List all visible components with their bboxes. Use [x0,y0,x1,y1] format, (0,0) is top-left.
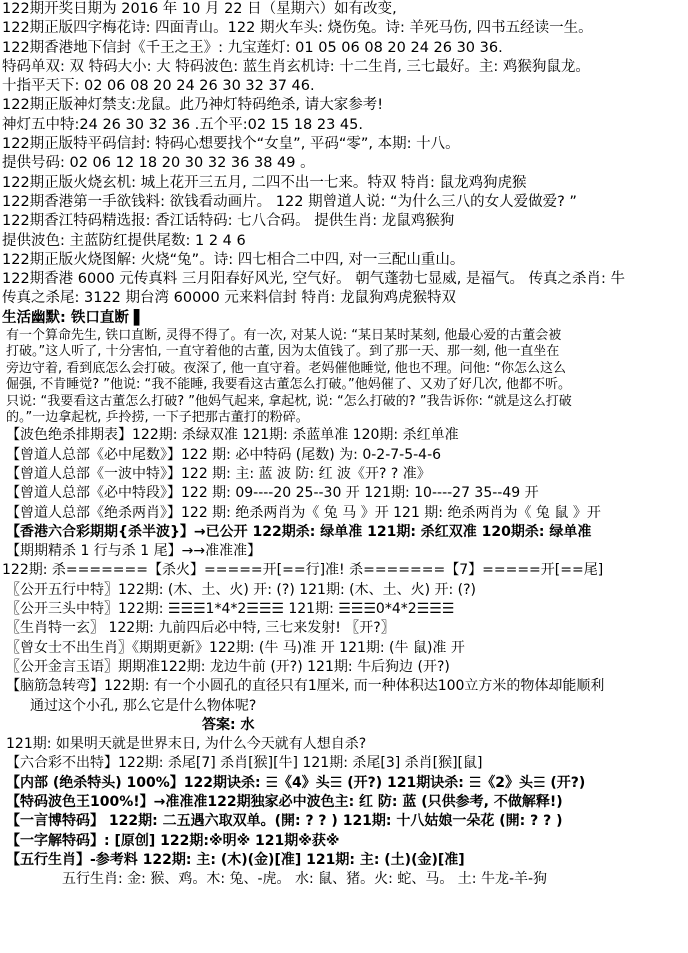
special-segment-line: 【曾道人总部《必中特段》】122 期: 09----20 25--30 开 121期: 10----27 35--49 开 [6,485,539,502]
zodiac-mystery-line: 〖生肖特一玄〗 122期: 九前四后必中特, 三七来发射! 〖开?〗 [6,620,395,637]
golden-words-line: 〖公开金言玉语〗期期准122期: 龙边牛前 (开?) 121期: 牛后狗边 (开?) [6,658,450,675]
humor-heading: 生活幽默: 铁口直断 ▌ [2,309,146,326]
lamp-ban-line: 122期正版神灯禁支:龙鼠。此乃神灯特码绝杀, 请大家参考! [2,97,384,114]
five-element-legend: 五行生肖: 金: 猴、鸡。木: 兔、-虎。 水: 鼠、猪。火: 蛇、马。 土: 牛龙-羊-狗 [62,871,548,888]
internal-kill-head-line: 【内部 (绝杀特头) 100%】122期诀杀: ☰《4》头☰ (开?) 121期诀杀: ☰《2》头☰ (开?) [6,774,586,791]
lamp-five-line: 神灯五中特:24 26 30 32 36 .五个平:02 15 18 23 45. [2,116,363,133]
kill-row-tail-heading: 【期期精杀 1 行与杀 1 尾】→→准准准】 [6,543,262,560]
ms-zeng-line: 〖曾女士不出生肖〗《期期更新》122期: (牛 马)准 开 121期: (牛 鼠)准 开 [6,639,465,656]
story-line: 旁边守着, 看到底怎么会打破。夜深了, 他一直守着。老妈催他睡觉, 他也不理。问他: “你怎么这么 [6,360,567,376]
story-line: 的。”一边拿起枕, 乒拎捞, 一下子把那古董打的粉碎。 [6,410,309,425]
wave-color-line: 提供波色: 主蓝防红提供尾数: 1 2 4 6 [2,232,246,249]
riddle-line: 【脑筋急转弯】122期: 有一个小圆孔的直径只有1厘米, 而一种体积达100立方米的物体却能顺利 [6,678,605,695]
riddle-answer: 答案: 水 [202,716,255,733]
fire-mystery-line: 122期正版火烧玄机: 城上花开三五月, 二四不出一七来。特双 特肖: 鼠龙鸡狗虎猴 [2,174,527,191]
humor-story [2,328,686,426]
kill-row-tail-line: 122期: 杀=======【杀火】=====开[==行]准! 杀=======【7】=====开[==尾] [2,562,604,579]
riddle-121-line: 121期: 如果明天就是世界末日, 为什么今天就有人想自杀? [6,736,367,753]
draw-date-line: 122期开奖日期为 2016 年 10 月 22 日（星期六）如有改变, [2,1,397,17]
three-heads-line: 〖公开三头中特〗122期: ☰☰☰1*4*2☰☰☰ 121期: ☰☰☰0*4*2☰☰☰ [6,601,455,618]
fax-line: 122期香港 6000 元传真料 三月阳春好风光, 空气好。 朝气蓬勃七显威, 是福气。 传真之杀肖: 牛 [2,271,626,288]
story-line: 倔强, 不肯睡觉? ”他说: “我不能睡, 我要看这古董怎么打破。”他妈催了、又劝了好几次, 他都不听。 [6,377,572,393]
hk-half-wave-line: 【香港六合彩期期{杀半波}】→已公开 122期杀: 绿单准 121期: 杀红双准 120期杀: 绿单准 [6,523,592,540]
fax-tail-line: 传真之杀尾: 3122 期台湾 60000 元来料信封 特肖: 龙鼠狗鸡虎猴特双 [2,290,456,307]
hk-envelope-line: 122期香港地下信封《千王之王》: 九宝莲灯: 01 05 06 08 20 24 26 30 36. [2,39,503,56]
flat-code-envelope-line: 122期正版特平码信封: 特码心想要找个“女皇”, 平码“零”, 本期: 十八。 [2,136,460,153]
kill-two-zodiac-line: 【曾道人总部《绝杀两肖》】122 期: 绝杀两肖为《 兔 马 》开 121 期: 绝杀两肖为《 兔 鼠 》开 [6,504,601,521]
ten-fingers-line: 十指平天下: 02 06 08 20 24 26 30 32 37 46. [2,78,315,95]
one-wave-line: 【曾道人总部《一波中特》】122 期: 主: 蓝 波 防: 红 波《开? ? 准》 [6,465,431,482]
one-word-bet-line: 【一言博特码】 122期: 二五遇六取双单。(開: ? ? ) 121期: 十八姑娘一朵花 (開: ? ? ) [6,813,563,830]
story-line: 有一个算命先生, 铁口直断, 灵得不得了。有一次, 对某人说: “某日某时某刻, 他最心爱的古董会被 [6,328,562,344]
xiangjiang-line: 122期香江特码精选报: 香江话特码: 七八合码。 提供生肖: 龙鼠鸡猴狗 [2,213,455,230]
one-char-line: 【一字解特码】: [原创] 122期:※明※ 121期※获※ [6,832,340,849]
hk-first-hand-line: 122期香港第一手欲钱料: 欲钱看动画片。 122 期曾道人说: “为什么三八的女人爱做爱? ” [2,193,577,210]
fire-diagram-line: 122期正版火烧图解: 火烧“兔”。诗: 四七相合二中四, 对一三配山重山。 [2,251,465,268]
plum-poem-line: 122期正版四字梅花诗: 四面青山。122 期火车头: 烧伤兔。诗: 羊死马伤, 四书五经读一生。 [2,20,593,37]
riddle-line-2: 通过这个小孔, 那么它是什么物体呢? [30,697,257,714]
five-element-zodiac-line: 【五行生肖】-参考料 122期: 主: (木)(金)[准] 121期: 主: (土)(金)[准] [6,851,465,868]
wave-king-line: 【特码波色王100%!】→准准准122期独家必中波色主: 红 防: 蓝 (只供参考, 不做解释!) [6,794,563,811]
wave-kill-schedule: 【波色绝杀排期表】122期: 杀绿双准 121期: 杀蓝单准 120期: 杀红单准 [6,427,459,444]
five-elements-line: 〖公开五行中特〗122期: (木、土、火) 开: (?) 121期: (木、土、火) 开: (?) [6,581,477,598]
odd-even-line: 特码单双: 双 特码大小: 大 特码波色: 蓝生肖玄机诗: 十二生肖, 三七最好。主: 鸡猴狗鼠龙。 [2,58,590,75]
provided-numbers-line: 提供号码: 02 06 12 18 20 30 32 36 38 49 。 [2,155,315,172]
story-line: 打破。”这人听了, 十分害怕, 一直守着他的古董, 因为太值钱了。到了那一天、那一刻, 他一直坐在 [6,344,560,360]
no-special-line: 【六合彩不出特】122期: 杀尾[7] 杀肖[猴][牛] 121期: 杀尾[3] 杀肖[猴][鼠] [6,755,483,772]
header-block [2,0,686,328]
sections-block [2,426,686,889]
story-line: 只说: “我要看这古董怎么打破? ”他妈气起来, 拿起枕, 说: “怎么打破的? ”我告诉你: “就是这么打破 [6,393,572,409]
tail-number-line: 【曾道人总部《必中尾数》】122 期: 必中特码 (尾数) 为: 0-2-7-5-4-6 [6,446,442,463]
